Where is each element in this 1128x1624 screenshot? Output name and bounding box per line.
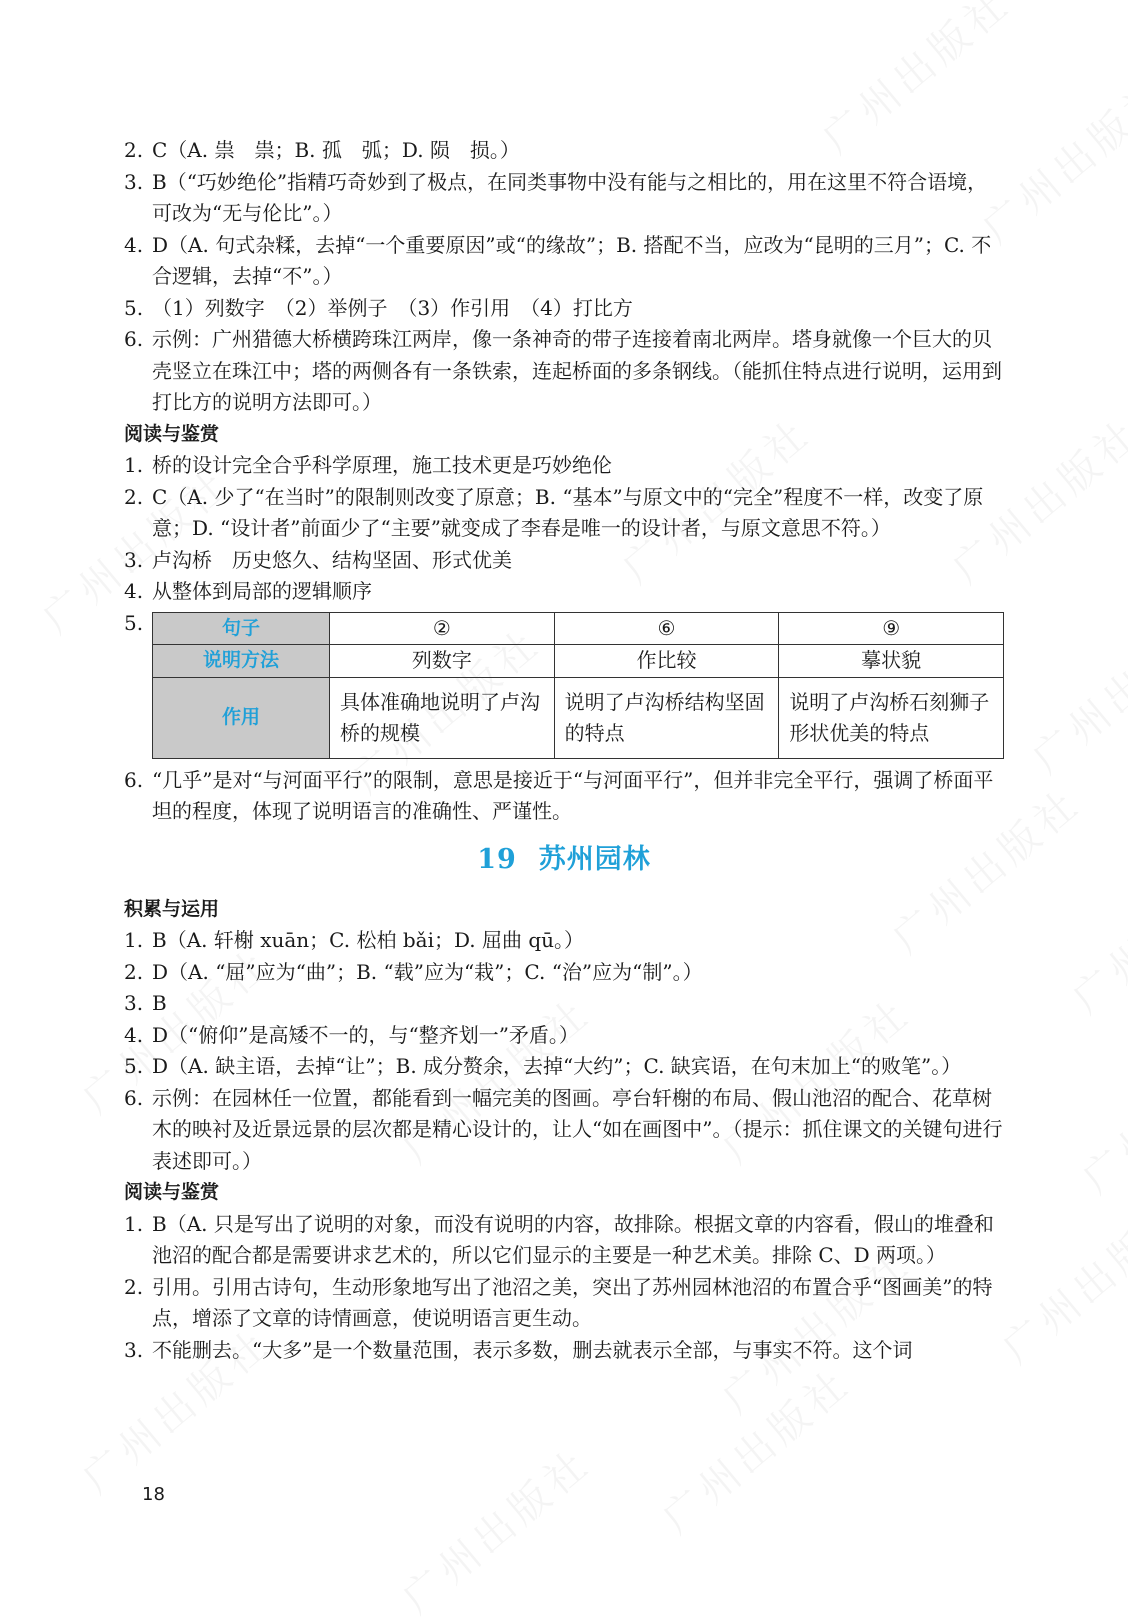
row-header: 说明方法	[153, 645, 330, 678]
watermark	[389, 1433, 602, 1624]
watermark	[649, 1353, 862, 1545]
table-cell: ②	[330, 612, 555, 645]
table-cell: 摹状貌	[779, 645, 1004, 678]
answer-item	[124, 765, 1004, 828]
answer-text: C（A. 少了“在当时”的限制则改变了原意；B. “基本”与原文中的“完全”程度不一样，改变了原意；D. “设计者”前面少了“主要”就变成了李春是唯一的设计者，与原文意思不符。）	[152, 484, 984, 540]
section-heading-reading-2: 阅读与鉴赏	[124, 1181, 220, 1203]
answer-text: B（“巧妙绝伦”指精巧奇妙到了极点，在同类事物中没有能与之相比的，用在这里不符合语境，可改为“无与伦比”。）	[152, 169, 988, 225]
answer-item	[124, 324, 1004, 419]
answer-text: 示例：在园林任一位置，都能看到一幅完美的图画。亭台轩榭的布局、假山池沼的配合、花草树木的映衬及近景远景的层次都是精心设计的，让人“如在画图中”。（提示：抓住课文的关键句进行表述即可。）	[152, 1085, 1003, 1173]
answer-item	[124, 925, 1004, 957]
page-content	[124, 135, 1004, 1366]
answer-number: 5.	[124, 1054, 144, 1078]
answer-number: 4.	[124, 232, 144, 257]
row-header: 作用	[153, 677, 330, 758]
answer-number: 5.	[124, 295, 144, 320]
answer-number: 3.	[124, 991, 144, 1015]
answer-number: 5.	[124, 610, 144, 635]
answer-text: C（A. 祟 祟；B. 孤 弧；D. 陨 损。）	[152, 138, 520, 162]
answer-item	[124, 1083, 1004, 1178]
answer-item	[124, 293, 1004, 325]
answers-list-3	[124, 765, 1004, 828]
answers-list-1	[124, 135, 1004, 419]
answer-item-table	[124, 608, 1004, 765]
answer-item	[124, 1209, 1004, 1272]
answer-text: B（A. 轩榭 xuān；C. 松柏 bǎi；D. 屈曲 qū。）	[152, 928, 585, 952]
answer-text: B（A. 只是写出了说明的对象，而没有说明的内容，故排除。根据文章的内容看，假山的堆叠和池沼的配合都是需要讲求艺术的，所以它们显示的主要是一种艺术美。排除 C、D 两项。）	[152, 1211, 994, 1267]
answer-table	[152, 612, 1004, 759]
answer-number: 1.	[124, 1211, 144, 1236]
answer-number: 4.	[124, 1022, 144, 1047]
table-cell: 作比较	[554, 645, 779, 678]
answer-text: D（A. 句式杂糅，去掉“一个重要原因”或“的缘故”；B. 搭配不当，应改为“昆明的三月”；C. 不合逻辑，去掉“不”。）	[152, 232, 992, 288]
answer-item	[124, 1051, 1004, 1083]
answers-list-5	[124, 1209, 1004, 1367]
answer-text: （1）列数字 （2）举例子 （3）作引用 （4）打比方	[152, 295, 633, 320]
answer-item	[124, 576, 1004, 608]
answer-item	[124, 1272, 1004, 1335]
answer-number: 3.	[124, 547, 144, 572]
answer-item	[124, 167, 1004, 230]
section-name: 苏州园林	[538, 843, 651, 875]
table-row	[153, 645, 1004, 678]
section-title	[124, 840, 1004, 880]
table-cell: 具体准确地说明了卢沟桥的规模	[330, 677, 555, 758]
answer-number: 2.	[124, 1274, 144, 1299]
answer-number: 2.	[124, 484, 144, 509]
answer-item	[124, 230, 1004, 293]
answer-text: D（A. 缺主语，去掉“让”；B. 成分赘余，去掉“大约”；C. 缺宾语，在句末加上“的败笔”。）	[152, 1054, 962, 1078]
watermark	[1069, 1013, 1128, 1205]
answer-number: 2.	[124, 138, 144, 162]
section-heading-accumulation: 积累与运用	[124, 897, 220, 920]
answer-item	[124, 482, 1004, 545]
answer-text: D（“俯仰”是高矮不一的，与“整齐划一”矛盾。）	[152, 1022, 579, 1047]
answer-number: 6.	[124, 767, 144, 792]
answer-number: 3.	[124, 1337, 144, 1362]
answer-item	[124, 450, 1004, 482]
answer-text: “几乎”是对“与河面平行”的限制，意思是接近于“与河面平行”，但并非完全平行，强调了桥面平坦的程度，体现了说明语言的准确性、严谨性。	[152, 767, 994, 823]
answer-number: 2.	[124, 959, 144, 984]
row-header: 句子	[153, 612, 330, 645]
answer-item	[124, 957, 1004, 989]
table-cell: ⑨	[779, 612, 1004, 645]
answer-text: 引用。引用古诗句，生动形象地写出了池沼之美，突出了苏州园林池沼的布置合乎“图画美”的特点，增添了文章的诗情画意，使说明语言更生动。	[152, 1274, 993, 1330]
table-row	[153, 612, 1004, 645]
answer-number: 3.	[124, 169, 144, 194]
answer-text: 从整体到局部的逻辑顺序	[152, 579, 372, 603]
answer-text: 示例：广州猎德大桥横跨珠江两岸，像一条神奇的带子连接着南北两岸。塔身就像一个巨大的贝壳竖立在珠江中；塔的两侧各有一条铁索，连起桥面的多条钢线。（能抓住特点进行说明，运用到打比方的说明方法即可。）	[152, 327, 1002, 414]
answer-text: 桥的设计完全合乎科学原理，施工技术更是巧妙绝伦	[152, 453, 612, 477]
answer-text: D（A. “屈”应为“曲”；B. “载”应为“栽”；C. “治”应为“制”。）	[152, 959, 703, 984]
page-number: 18	[142, 1484, 165, 1505]
answer-number: 1.	[124, 453, 144, 477]
table-row	[153, 677, 1004, 758]
answer-item	[124, 135, 1004, 167]
table-cell: ⑥	[554, 612, 779, 645]
answer-number: 4.	[124, 579, 144, 603]
answer-number: 6.	[124, 327, 144, 351]
answer-text: B	[152, 991, 167, 1015]
watermark	[989, 1183, 1128, 1375]
answer-item	[124, 1335, 1004, 1367]
table-cell: 列数字	[330, 645, 555, 678]
watermark	[1019, 593, 1128, 785]
answer-item	[124, 545, 1004, 577]
answer-number: 1.	[124, 928, 144, 952]
answer-number: 6.	[124, 1085, 144, 1110]
table-cell: 说明了卢沟桥结构坚固的特点	[554, 677, 779, 758]
watermark	[1059, 833, 1128, 1025]
section-heading-reading-1: 阅读与鉴赏	[124, 422, 220, 445]
answers-list-4	[124, 925, 1004, 1177]
answer-item	[124, 1020, 1004, 1052]
answer-text: 卢沟桥 历史悠久、结构坚固、形式优美	[152, 547, 512, 572]
answer-item	[124, 988, 1004, 1020]
answers-list-2	[124, 450, 1004, 608]
section-number: 19	[477, 843, 517, 875]
table-cell: 说明了卢沟桥石刻狮子形状优美的特点	[779, 677, 1004, 758]
answer-text: 不能删去。“大多”是一个数量范围，表示多数，删去就表示全部，与事实不符。这个词	[152, 1337, 913, 1362]
